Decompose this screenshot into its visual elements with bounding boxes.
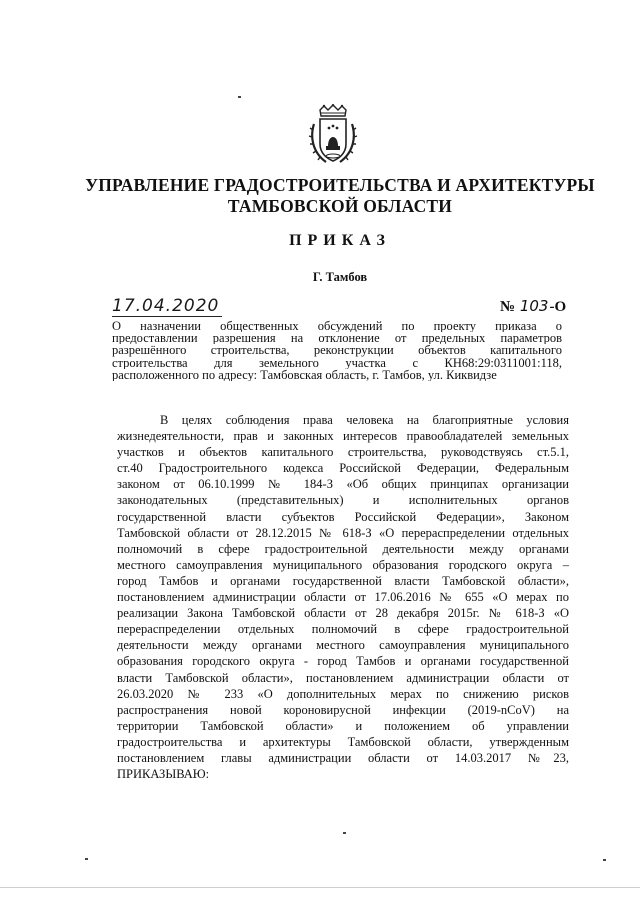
scan-speck (603, 859, 606, 861)
agency-name (60, 175, 620, 217)
body-line: город Тамбов и органами государственной власти Тамбовской области», (117, 573, 569, 588)
body-line: постановлением главы администрации области от 14.03.2017 №23, (117, 750, 569, 765)
body-line: В целях соблюдения права человека на благоприятные условия (160, 413, 569, 427)
city: Г. Тамбов (312, 270, 368, 284)
body-line: ст.40 Градостроительного кодекса Российской Федерации, Федеральным (117, 461, 569, 476)
tambov-coat-of-arms-icon (308, 104, 358, 166)
scan-edge-line (0, 887, 640, 888)
body-line: ПРИКАЗЫВАЮ: (117, 767, 210, 782)
body-line: законодательных (представительных) и исполнительных органов (117, 493, 569, 508)
subject-line: разрешённого строительства, реконструкции объектов капитального (112, 344, 562, 357)
body-line: власти Тамбовской области», постановлением администрации области от (117, 670, 569, 685)
document-subject (112, 320, 562, 381)
body-line: постановлением администрации области от 17.06.2016 № 655 «О мерах по (117, 590, 569, 605)
body-line: образования городского округа - город Тамбов и органами государственной (117, 654, 569, 669)
body-line: распространения новой короновирусной инфекции (2019-nCoV) на (117, 702, 569, 717)
document-number (500, 297, 566, 316)
document-date: 17.04.2020 (112, 296, 222, 317)
body-line: законом от 06.10.1999 № 184-З «Об общих принципах организации (117, 477, 569, 492)
number-value: 103 (519, 297, 549, 315)
document-body (117, 412, 569, 782)
body-line: деятельности между органами местного самоуправления муниципального (117, 638, 569, 653)
body-line: Тамбовской области от 28.12.2015 № 618-З «О перераспределении отдельных (117, 525, 569, 540)
document-type: ПРИКАЗ (289, 232, 391, 249)
body-line: 26.03.2020 № 233 «О дополнительных мерах по снижению рисков (117, 686, 569, 701)
scan-speck (85, 858, 88, 860)
body-line: полномочий в сфере градостроительной деятельности между органами (117, 541, 569, 556)
body-line: жизнедеятельности, прав и законных интересов правообладателей земельных (117, 429, 569, 444)
subject-line: предоставлении разрешения на отклонение от предельных параметров (112, 332, 562, 345)
body-line: государственной власти субъектов Российской Федерации», Законом (117, 509, 569, 524)
subject-line: О назначении общественных обсуждений по проекту приказа о (112, 320, 562, 333)
scan-speck (238, 96, 241, 98)
agency-name-line2: ТАМБОВСКОЙ ОБЛАСТИ (227, 196, 453, 216)
number-suffix: -О (549, 299, 567, 315)
body-line: градостроительства и архитектуры Тамбовской области, утвержденным (117, 734, 569, 749)
body-line: территории Тамбовской области» и положением об управлении (117, 718, 569, 733)
body-line: участков и объектов капитального строительства, руководствуясь ст.5.1, (117, 445, 569, 460)
subject-line: расположенного по адресу: Тамбовская область, г. Тамбов, ул. Киквидзе (112, 368, 497, 382)
body-line: реализации Закона Тамбовской области от 28 декабря 2015г. № 618-З «О (117, 606, 569, 621)
subject-line: строительства для земельного участка с КН68:29:0311001:118, (112, 356, 562, 369)
scan-speck (343, 832, 346, 834)
body-line: перераспределении отдельных полномочий в сфере градостроительной (117, 622, 569, 637)
body-line: местного самоуправления муниципального образования городского округа – (117, 557, 569, 572)
agency-name-line1: УПРАВЛЕНИЕ ГРАДОСТРОИТЕЛЬСТВА И АРХИТЕКТУРЫ (85, 175, 595, 195)
number-prefix: № (500, 299, 516, 315)
